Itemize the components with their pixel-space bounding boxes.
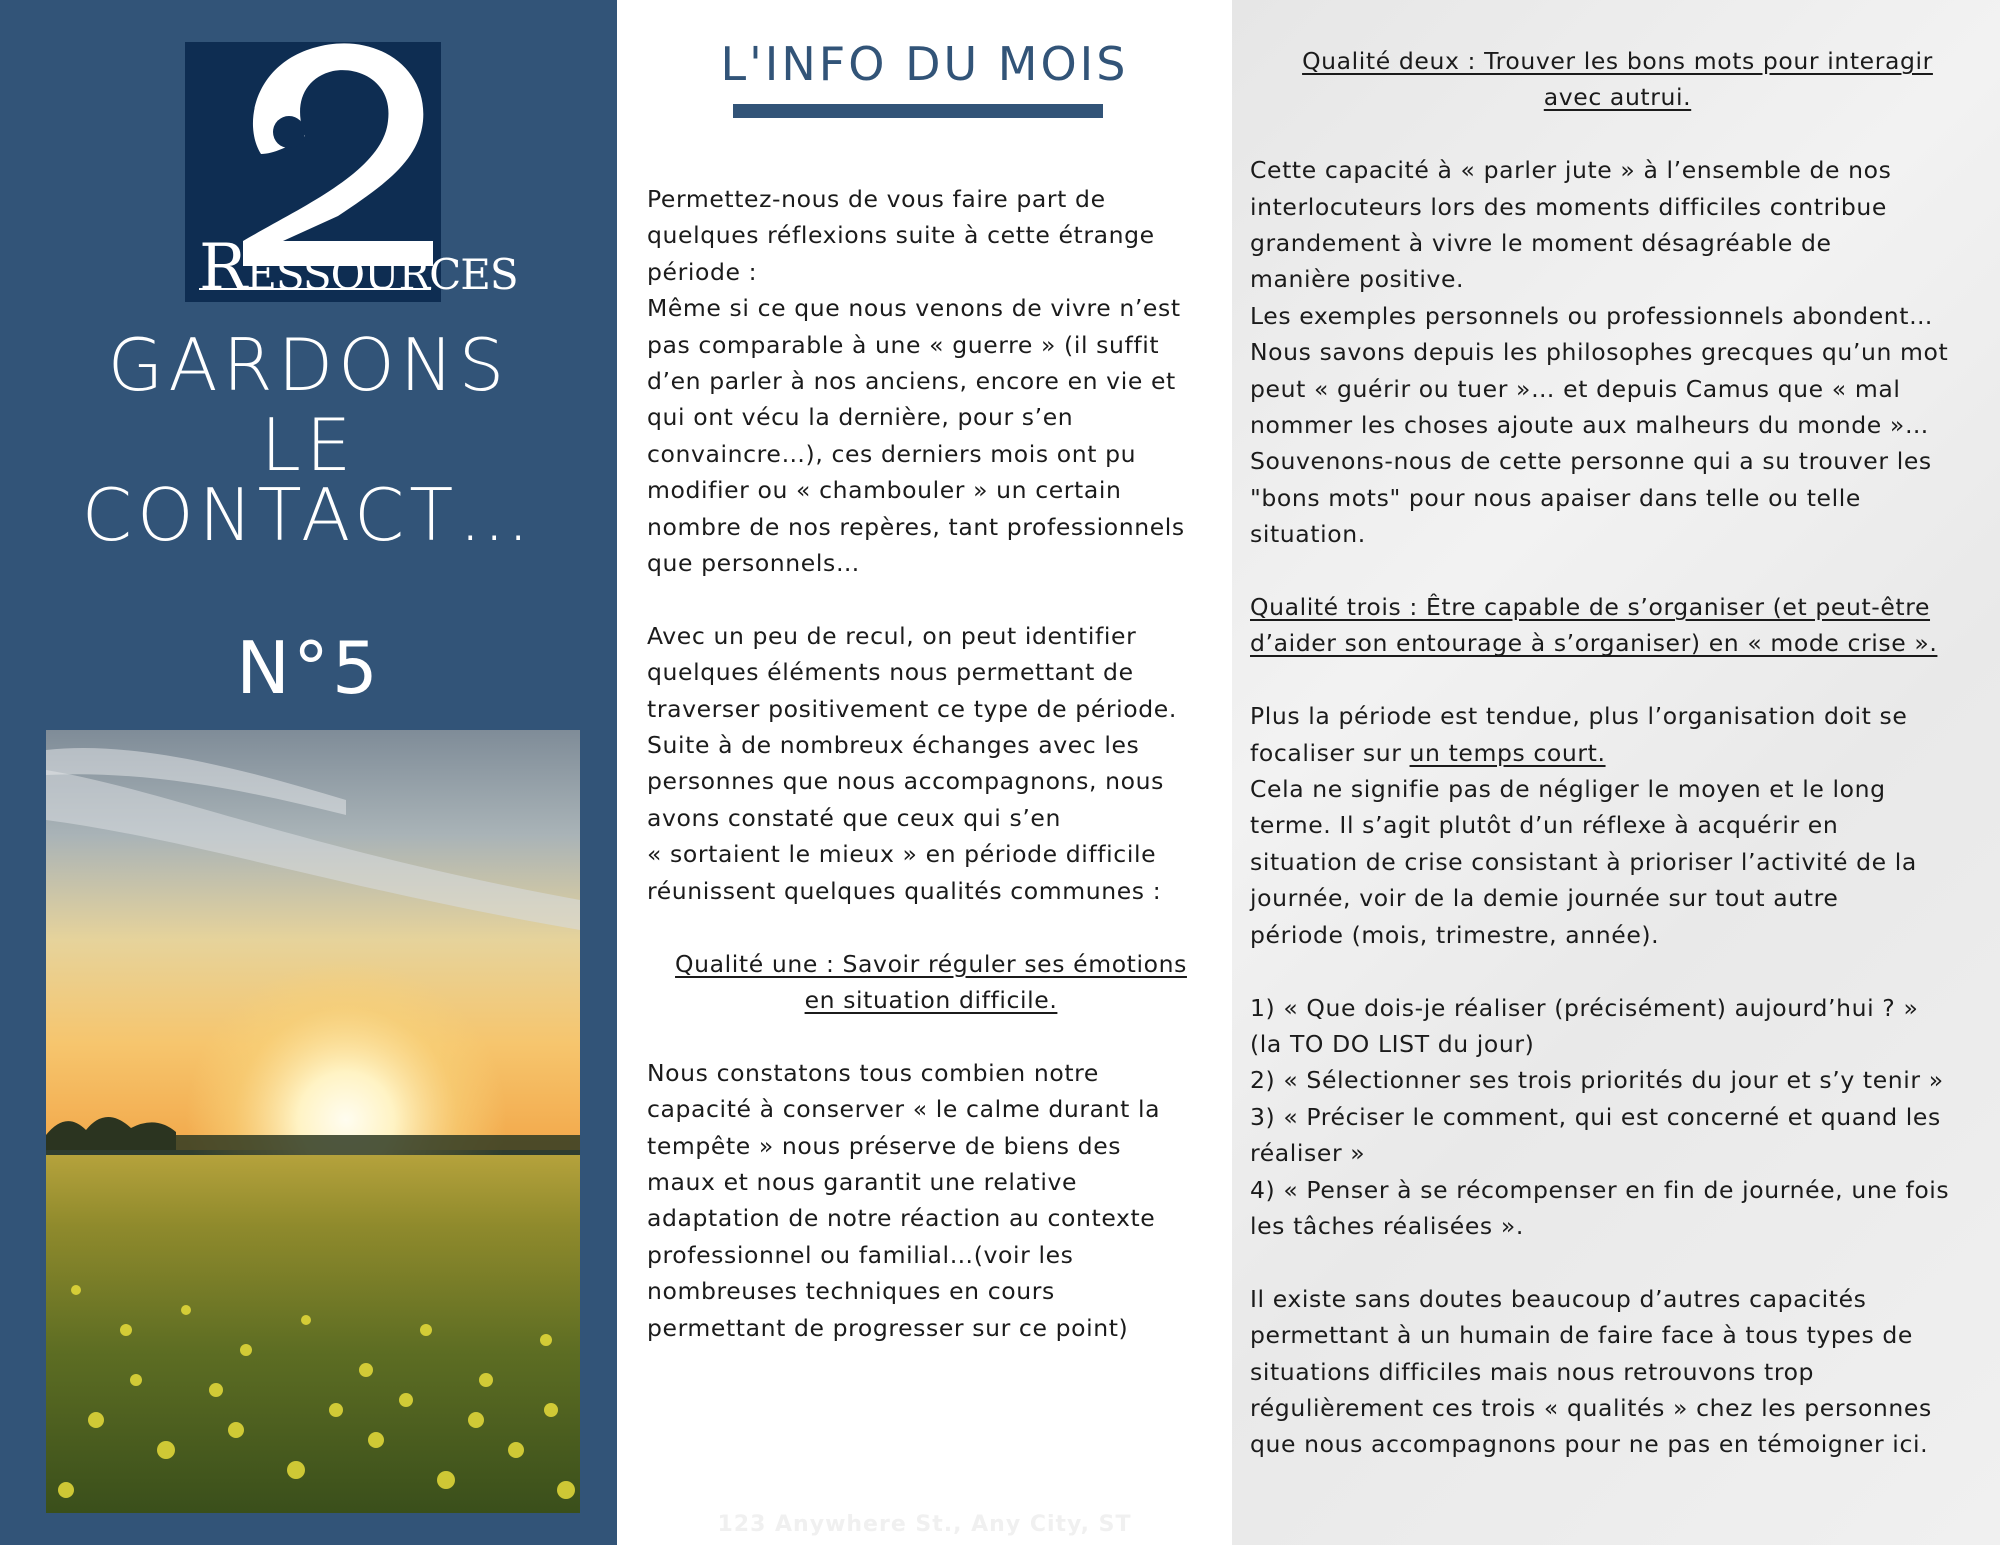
footer-address: 123 Anywhere St., Any City, ST [717,1512,1132,1537]
logo-wordmark [199,231,518,305]
quality-three-paragraph [1250,698,1985,771]
quality-one-paragraph: Nous constatons tous combien notre capacité à conserver « le calme durant la tempête » nous préserve de biens des maux et nous garantit une relative adaptation de notre réaction au contexte professionnel ou familial…(voir les nombreuses techniques en cours permettant de progresser sur ce point) [647,1058,1161,1342]
quality-three-paragraph-rest: Cela ne signifie pas de négliger le moyen et le long terme. Il s’agit plutôt d’un réflexe à acquérir en situation de crise consistant à prioriser l’activité de la journée, voir de la demie journée sur tout autre période (mois, trimestre, année). [1250,775,1917,949]
quality-three-heading: Qualité trois : Être capable de s’organiser (et peut-être d’aider son entourage à s’organiser) en « mode crise ». [1250,593,1938,658]
conclusion-paragraph: Il existe sans doutes beaucoup d’autres capacités permettant à un humain de faire face à tous types de situations difficiles mais nous retrouvons trop régulièrement ces trois « qualités » chez les personnes que nous accompagnons pour ne pas en témoigner ici. [1250,1284,1932,1459]
cover-photo [46,730,580,1513]
issue-number: N°5 [236,626,381,710]
context-paragraph: Avec un peu de recul, on peut identifier quelques éléments nous permettant de traverser positivement ce type de période. Suite à de nombreux échanges avec les personnes que nous accompagnons, nous avons constaté que ceux qui s’en « sortaient le mieux » en période difficile réunissent quelques qualités communes : [647,621,1177,905]
headline-line-2: LE [260,403,357,487]
page-title: L'INFO DU MOIS [720,37,1129,91]
right-article [1250,43,1985,1463]
logo [185,42,518,305]
logo-wordmark-rest: ESSOURCES [246,250,518,299]
quality-one-heading-line-1: Qualité une : Savoir réguler ses émotions [675,949,1187,978]
short-term-emphasis: un temps court. [1409,738,1606,767]
headline-line-1: GARDONS [107,323,510,407]
quality-three-paragraph-start: Plus la période est tendue, plus l’organisation doit se focaliser sur [1250,702,1908,767]
quality-two-paragraph: Cette capacité à « parler jute » à l’ensemble de nos interlocuteurs lors des moments difficiles contribue grandement à vivre le moment désagréable de manière positive. Les exemples personnels ou professionnels abondent… Nous savons depuis les philosophes grecques qu’un mot peut « guérir ou tuer »… et depuis Camus que « mal nommer les choses ajoute aux malheurs du monde »… Souvenons-nous de cette personne qui a su trouver les "bons mots" pour nous apaiser dans telle ou telle situation. [1250,156,1949,549]
sunset-field-image [46,730,580,1513]
quality-one-heading-line-2: en situation difficile. [804,985,1058,1014]
quality-two-heading-line-1: Qualité deux : Trouver les bons mots pour interagir [1302,47,1933,75]
quality-two-heading-line-2: avec autrui. [1543,83,1692,112]
title-underline-bar [733,104,1103,118]
todo-list: 1) « Que dois-je réaliser (précisément) aujourd’hui ? » (la TO DO LIST du jour) 2) « Sélectionner ses trois priorités du jour et s’y tenir » 3) « Préciser le comment, qui est concerné et quand les réaliser » 4) « Penser à se récompenser en fin de journée, une fois les tâches réalisées ». [1250,993,1950,1240]
middle-article [647,181,1215,1346]
logo-number-two [243,36,433,246]
intro-paragraph: Permettez-nous de vous faire part de quelques réflexions suite à cette étrange période : Même si ce que nous venons de vivre n’est pas comparable à une « guerre » (il suffit d’en parler à nos anciens, encore en vie et qui ont vécu la dernière, pour s’en convaincre…), ces derniers mois ont pu modifier ou « chambouler » un certain nombre de nos repères, tant professionnels que personnels… [647,185,1185,578]
headline-line-3: CONTACT… [81,473,536,557]
logo-wordmark-initial: R [199,231,247,305]
